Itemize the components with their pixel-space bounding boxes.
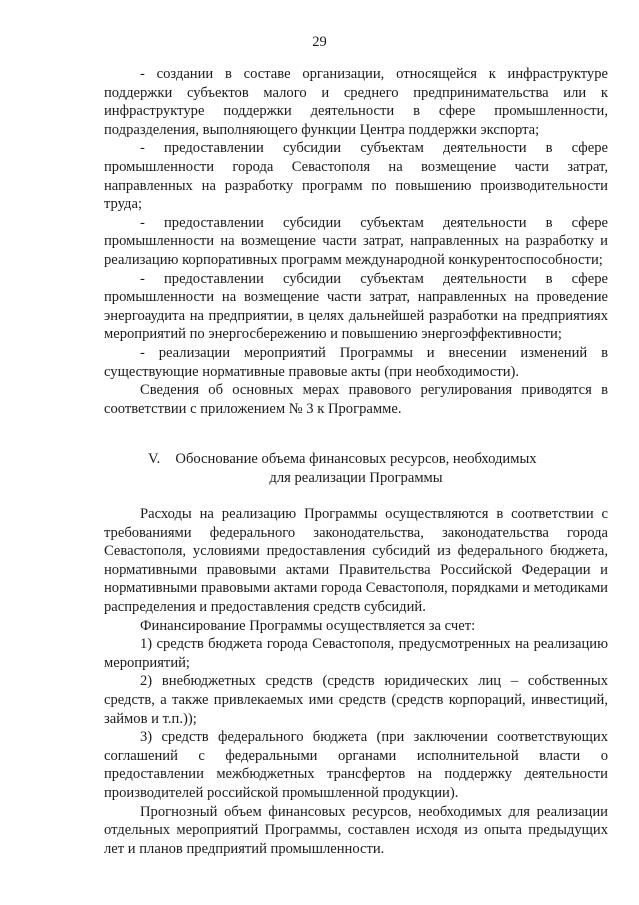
list-item: - создании в составе организации, относящейся к инфраструктуре поддержки субъектов малого и среднего предпринимательства или к инфраструктуре поддержки деятельности в сфере промышленности, подразделения, выполняющего функции Центра поддержки экспорта; — [104, 66, 608, 138]
list-item: - предоставлении субсидии субъектам деятельности в сфере промышленности на возмещение части затрат, направленных на проведение энергоаудита на предприятии, в целях дальнейшей разработки на предприятиях мероприятий по энергосбережению и повышению энергоэффективности; — [104, 270, 608, 343]
measures-list — [104, 65, 608, 418]
section-title-line-1: Обоснование объема финансовых ресурсов, необходимых — [175, 451, 537, 467]
section-title-line-2: для реализации Программы — [269, 469, 443, 486]
paragraph: Сведения об основных мерах правового регулирования приводятся в соответствии с приложением № 3 к Программе. — [104, 382, 608, 417]
paragraph: Финансирование Программы осуществляется за счет: — [140, 617, 476, 634]
list-item: - предоставлении субсидии субъектам деятельности в сфере промышленности на возмещение части затрат, направленных на разработку и реализацию корпоративных программ международной конкурентоспособности; — [104, 214, 608, 268]
paragraph: Прогнозный объем финансовых ресурсов, необходимых для реализации отдельных мероприятий Программы, составлен исходя из опыта предыдущих лет и планов предприятий промышленности. — [104, 803, 608, 857]
financing-section — [104, 505, 608, 858]
list-item: - реализации мероприятий Программы и внесении изменений в существующие нормативные правовые акты (при необходимости). — [104, 344, 608, 380]
list-item: 3) средств федерального бюджета (при заключении соответствующих соглашений с федеральными органами исполнительной власти о предоставлении межбюджетных трансфертов на поддержку деятельности производителей российской промышленной продукции). — [104, 729, 608, 801]
list-item: - предоставлении субсидии субъектам деятельности в сфере промышленности города Севастополя на возмещение части затрат, направленных на разработку программ по повышению производительности труда; — [104, 140, 608, 213]
list-item: 1) средств бюджета города Севастополя, предусмотренных на реализацию мероприятий; — [104, 636, 608, 671]
list-item: 2) внебюджетных средств (средств юридических лиц – собственных средств, а также привлекаемых ими средств (средств корпораций, инвестиций, займов и т.п.)); — [104, 673, 608, 727]
section-number: V. — [148, 451, 161, 467]
page-number: 29 — [312, 34, 327, 50]
section-heading — [104, 450, 608, 487]
paragraph: Расходы на реализацию Программы осуществляются в соответствии с требованиями федерального законодательства, законодательства города Севастополя, условиями предоставления субсидий из федерального бюджета, нормативными правовыми актами Правительства Российской Федерации и нормативными правовыми актами города Севастополя, порядками и методиками распределения и предоставления средств субсидий. — [104, 506, 608, 615]
